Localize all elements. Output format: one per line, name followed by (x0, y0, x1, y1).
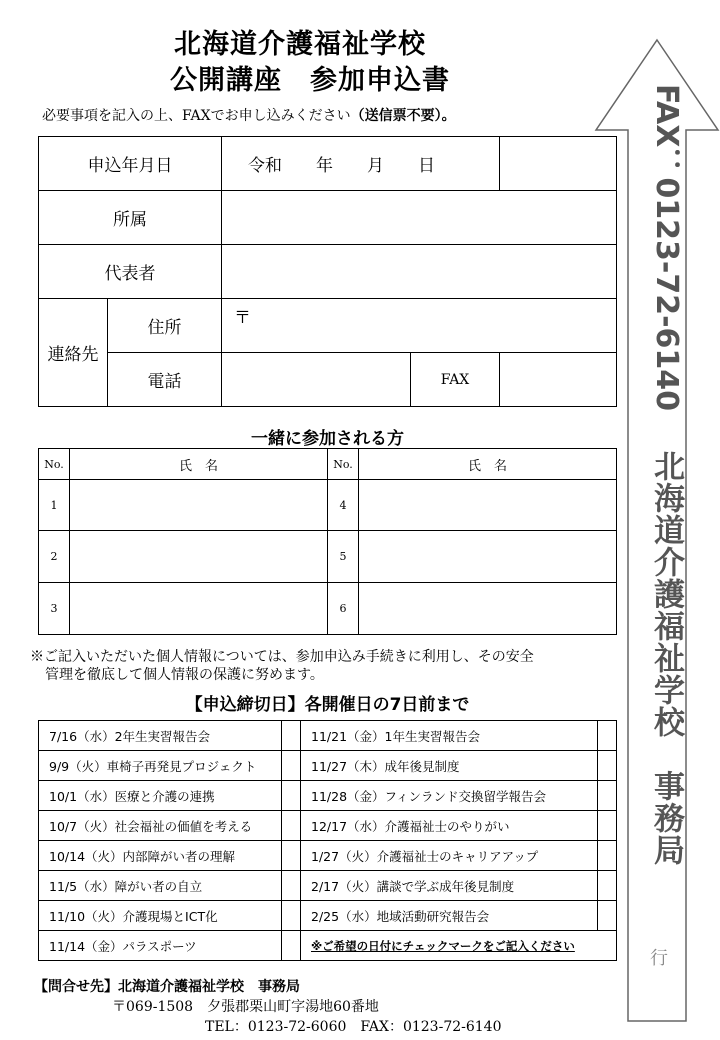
name-header-left: 氏 名 (70, 449, 328, 480)
participant-name-field[interactable] (70, 583, 328, 635)
schedule-checkbox[interactable] (282, 931, 301, 961)
participant-name-field[interactable] (359, 531, 617, 583)
schedule-row (39, 931, 617, 961)
participants-heading: 一緒に参加される方 (251, 429, 404, 449)
address-field[interactable] (222, 299, 617, 353)
affiliation-field[interactable] (222, 191, 617, 245)
schedule-event-left: 10/14（火）内部障がい者の理解 (39, 841, 282, 871)
application-form-table (38, 136, 617, 407)
schedule-event-left: 11/5（水）障がい者の自立 (39, 871, 282, 901)
participant-name-field[interactable] (359, 480, 617, 531)
schedule-row (39, 811, 617, 841)
contact-label: 連絡先 (39, 299, 108, 407)
participant-name-field[interactable] (359, 583, 617, 635)
phone-label: 電話 (108, 353, 222, 407)
schedule-event-left: 9/9（火）車椅子再発見プロジェクト (39, 751, 282, 781)
contact-label: 【問合せ先】北海道介護福祉学校 事務局 (34, 979, 300, 995)
schedule-row (39, 871, 617, 901)
schedule-checkbox[interactable] (282, 841, 301, 871)
schedule-event-right: 11/27（木）成年後見制度 (301, 751, 598, 781)
postal-mark: 〒 (234, 308, 251, 328)
schedule-event-right: 1/27（火）介護福祉士のキャリアアップ (301, 841, 598, 871)
participant-name-field[interactable] (70, 480, 328, 531)
schedule-checkbox[interactable] (282, 781, 301, 811)
no-header-right: No. (328, 449, 359, 480)
date-field[interactable] (222, 137, 500, 191)
schedule-event-right: 11/28（金）フィンランド交換留学報告会 (301, 781, 598, 811)
participant-no: 6 (328, 583, 359, 635)
schedule-table (38, 720, 617, 961)
form-title-line2: 公開講座 参加申込書 (170, 65, 450, 96)
schedule-row (39, 721, 617, 751)
schedule-checkbox[interactable] (282, 751, 301, 781)
schedule-event-left: 11/14（金）パラスポーツ (39, 931, 282, 961)
schedule-event-right: 2/25（水）地域活動研究報告会 (301, 901, 598, 931)
phone-field[interactable] (222, 353, 411, 407)
contact-address: 〒069-1508 夕張郡栗山町字湯地60番地 (112, 999, 379, 1015)
participant-name-field[interactable] (70, 531, 328, 583)
instruction-text (42, 105, 456, 125)
participant-no: 2 (39, 531, 70, 583)
participant-no: 4 (328, 480, 359, 531)
schedule-event-right: 2/17（火）講談で学ぶ成年後見制度 (301, 871, 598, 901)
schedule-event-right: 11/21（金）1年生実習報告会 (301, 721, 598, 751)
address-label: 住所 (108, 299, 222, 353)
participant-no: 3 (39, 583, 70, 635)
deadline-text: 【申込締切日】各開催日の7日前まで (185, 695, 470, 715)
schedule-row (39, 901, 617, 931)
schedule-checkbox[interactable] (282, 721, 301, 751)
representative-label: 代表者 (39, 245, 222, 299)
instruction-bold: （送信票不要）。 (350, 108, 456, 124)
instruction-main: 必要事項を記入の上、FAXでお申し込みください (42, 108, 351, 124)
date-value: 令和 年 月 日 (248, 156, 435, 176)
participant-no: 5 (328, 531, 359, 583)
schedule-row (39, 781, 617, 811)
privacy-note-line2: 管理を徹底して個人情報の保護に努めます。 (45, 667, 324, 683)
schedule-event-left: 11/10（火）介護現場とICT化 (39, 901, 282, 931)
name-header-right: 氏 名 (359, 449, 617, 480)
schedule-checkbox[interactable] (282, 871, 301, 901)
date-label: 申込年月日 (39, 137, 222, 191)
privacy-note (30, 648, 534, 684)
contact-tel-fax: TEL：0123-72-6060 FAX：0123-72-6140 (205, 1019, 502, 1035)
honorific-text: 行 (647, 948, 668, 966)
fax-number-vertical: FAX：0123-72-6140 (649, 84, 684, 412)
schedule-checkbox[interactable] (282, 811, 301, 841)
no-header-left: No. (39, 449, 70, 480)
schedule-event-left: 10/1（水）医療と介護の連携 (39, 781, 282, 811)
participants-table (38, 448, 617, 635)
participant-no: 1 (39, 480, 70, 531)
representative-field[interactable] (222, 245, 617, 299)
schedule-checkbox[interactable] (282, 901, 301, 931)
recipient-vertical: 北海道介護福祉学校 事務局 (648, 450, 684, 866)
schedule-event-right: 12/17（水）介護福祉士のやりがい (301, 811, 598, 841)
check-instruction: ※ご希望の日付にチェックマークをご記入ください (301, 931, 617, 961)
privacy-note-line1: ※ご記入いただいた個人情報については、参加申込み手続きに利用し、その安全 (30, 649, 534, 665)
schedule-event-left: 7/16（水）2年生実習報告会 (39, 721, 282, 751)
form-title-line1: 北海道介護福祉学校 (174, 29, 426, 60)
fax-label: FAX (411, 353, 500, 407)
schedule-event-left: 10/7（火）社会福祉の価値を考える (39, 811, 282, 841)
affiliation-label: 所属 (39, 191, 222, 245)
schedule-row (39, 841, 617, 871)
schedule-row (39, 751, 617, 781)
